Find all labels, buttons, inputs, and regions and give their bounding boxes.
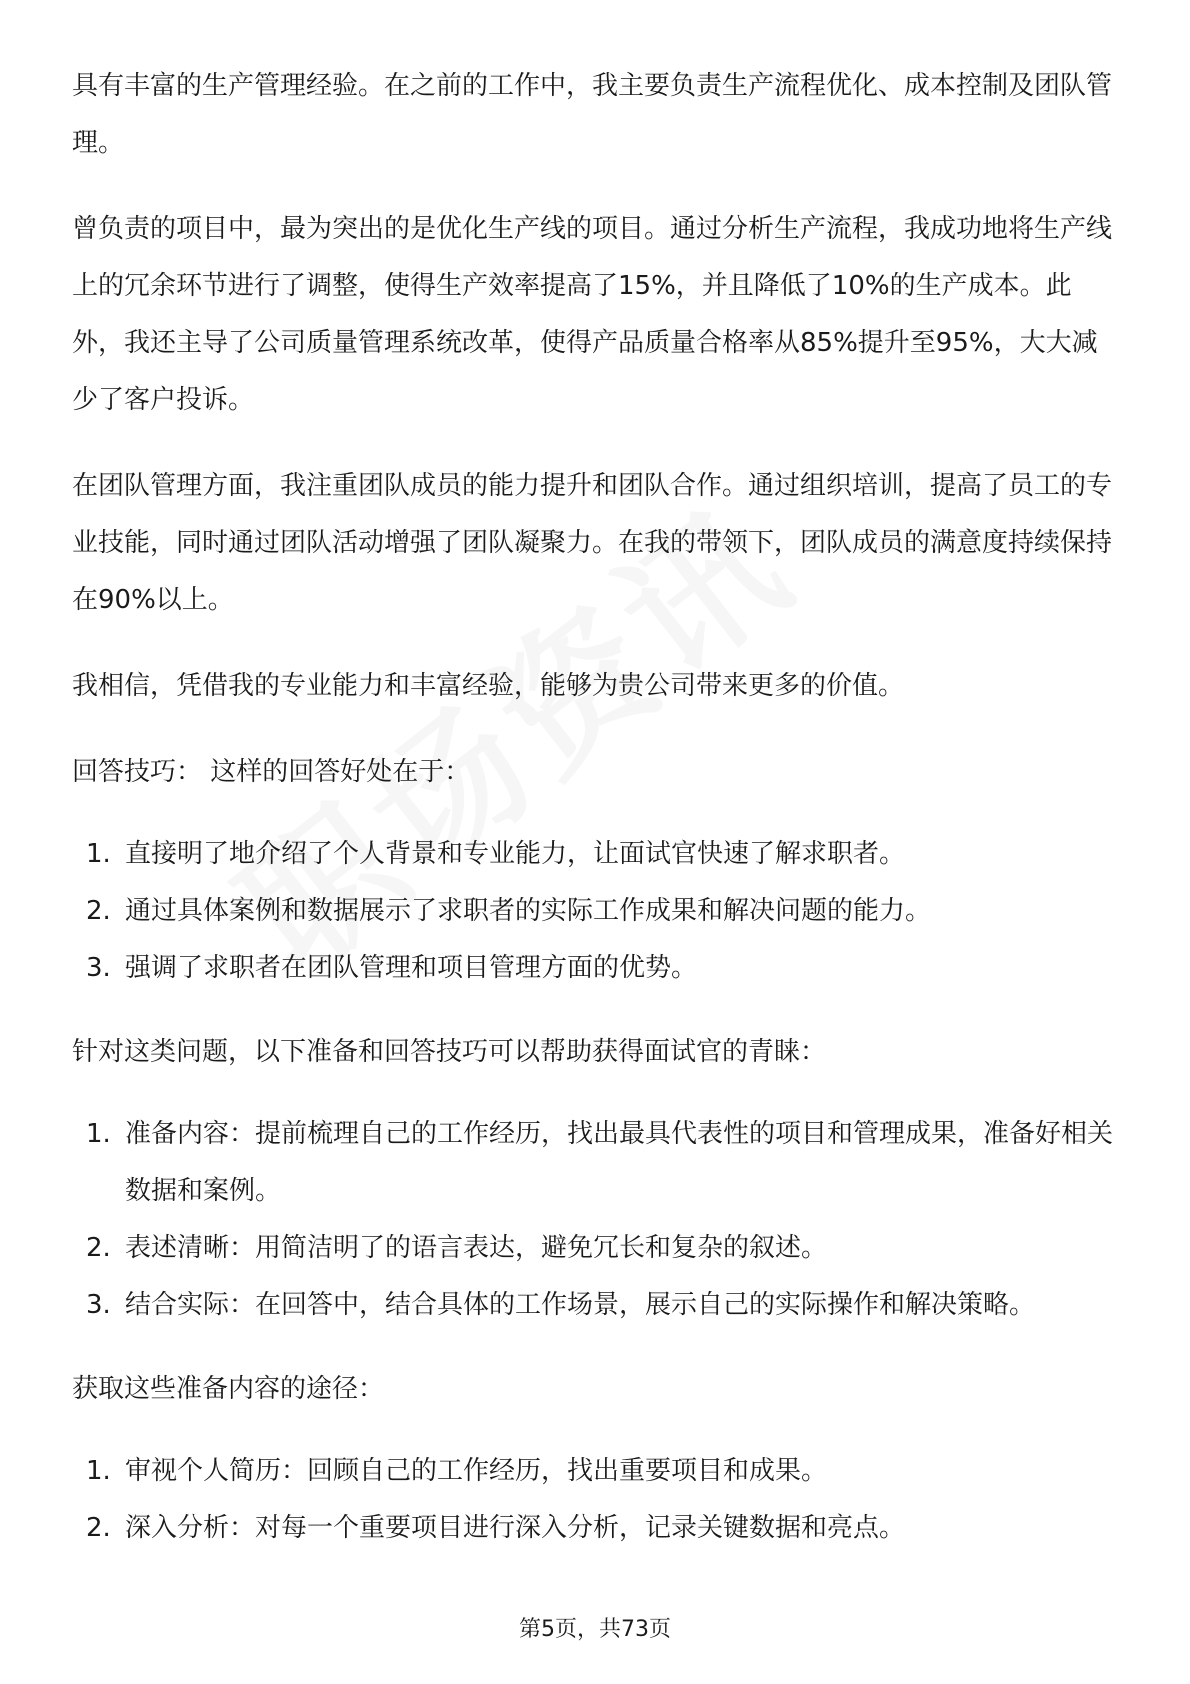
list-item-text: 审视个人简历：回顾自己的工作经历，找出重要项目和成果。 [125,1456,828,1486]
list-number: 2. [86,896,111,926]
list-item-text: 深入分析：对每一个重要项目进行深入分析，记录关键数据和亮点。 [125,1513,906,1543]
list-item [72,1220,1122,1277]
tips-heading: 回答技巧： 这样的回答好处在于： [72,757,471,787]
list-item-text: 通过具体案例和数据展示了求职者的实际工作成果和解决问题的能力。 [125,896,932,926]
source-list [72,1443,1122,1557]
list-item-text: 准备内容：提前梳理自己的工作经历，找出最具代表性的项目和管理成果，准备好相关数据和案例。 [125,1119,1114,1206]
list-number: 3. [86,953,111,983]
document-body [72,58,1122,1584]
list-number: 1. [86,839,111,869]
list-number: 2. [86,1513,111,1543]
paragraph-project: 曾负责的项目中，最为突出的是优化生产线的项目。通过分析生产流程，我成功地将生产线上的冗余环节进行了调整，使得生产效率提高了15%，并且降低了10%的生产成本。此外，我还主导了公司质量管理系统改革，使得产品质量合格率从85%提升至95%，大大减少了客户投诉。 [72,214,1113,415]
list-number: 1. [86,1119,111,1149]
list-item [72,826,1122,883]
tips-list [72,826,1122,997]
list-item [72,1500,1122,1557]
paragraph-value: 我相信，凭借我的专业能力和丰富经验，能够为贵公司带来更多的价值。 [72,671,905,701]
list-item [72,940,1122,997]
paragraph-experience: 具有丰富的生产管理经验。在之前的工作中，我主要负责生产流程优化、成本控制及团队管理。 [72,71,1113,158]
list-number: 3. [86,1290,111,1320]
list-item [72,883,1122,940]
list-item-text: 表述清晰：用简洁明了的语言表达，避免冗长和复杂的叙述。 [125,1233,828,1263]
list-item [72,1443,1122,1500]
list-item-text: 强调了求职者在团队管理和项目管理方面的优势。 [125,953,698,983]
list-item-text: 直接明了地介绍了个人背景和专业能力，让面试官快速了解求职者。 [125,839,906,869]
list-item-text: 结合实际：在回答中，结合具体的工作场景，展示自己的实际操作和解决策略。 [125,1290,1036,1320]
list-number: 1. [86,1456,111,1486]
page-number: 第5页，共73页 [519,1617,671,1642]
prep-list [72,1106,1122,1334]
prep-heading: 针对这类问题，以下准备和回答技巧可以帮助获得面试官的青睐： [72,1037,827,1067]
list-number: 2. [86,1233,111,1263]
source-heading: 获取这些准备内容的途径： [72,1374,385,1404]
list-item [72,1106,1122,1220]
list-item [72,1277,1122,1334]
paragraph-team: 在团队管理方面，我注重团队成员的能力提升和团队合作。通过组织培训，提高了员工的专业技能，同时通过团队活动增强了团队凝聚力。在我的带领下，团队成员的满意度持续保持在90%以上。 [72,471,1113,615]
